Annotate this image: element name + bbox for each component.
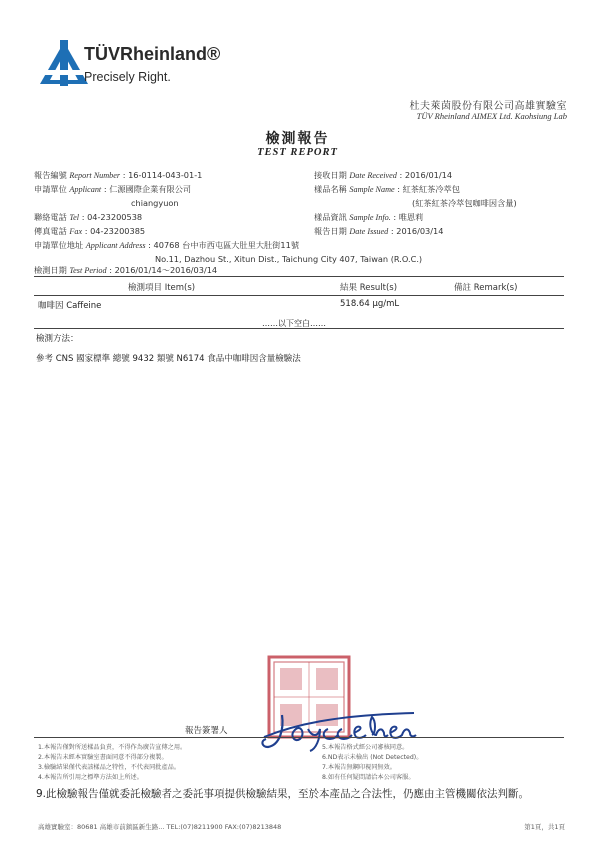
- applicant-value: 仁源國際企業有限公司: [109, 184, 192, 194]
- col-header-result: 結果 Result(s): [340, 283, 398, 293]
- method-heading: 檢測方法：: [36, 334, 79, 344]
- col-header-remark: 備註 Remark(s): [454, 283, 518, 293]
- report-title-en: TEST REPORT: [257, 147, 338, 158]
- date-received-value: 2016/01/14: [404, 170, 453, 180]
- table-header-rule: [34, 295, 564, 296]
- brand-name: TÜVRheinland®: [84, 44, 221, 64]
- lab-name-en: TÜV Rheinland AIMEX Ltd. Kaohsiung Lab: [416, 111, 567, 121]
- sample-info-row: 樣品資訊 Sample Info. : 唯恩莉: [314, 212, 424, 222]
- brand-tagline: Precisely Right.: [84, 70, 171, 84]
- tuv-logo-icon: [38, 40, 90, 86]
- report-title-cn: 檢測報告: [265, 131, 330, 147]
- test-period-value: 2016/01/14～2016/03/14: [114, 265, 218, 275]
- note-item: 3.檢驗結果僅代表該樣品之特性，不代表同批產品。: [38, 764, 181, 771]
- lab-name-cn: 杜夫萊茵股份有限公司高雄實驗室: [409, 101, 567, 112]
- table-end-marker: ……以下空白……: [262, 319, 326, 328]
- note-item: 5.本報告格式經公司審核同意。: [322, 744, 409, 751]
- table-row-item: 咖啡因 Caffeine: [38, 301, 102, 311]
- sample-name-value-2: (紅茶紅茶冷萃包咖啡因含量): [412, 198, 517, 208]
- test-period-row: 檢測日期 Test Period : 2016/01/14～2016/03/14: [34, 265, 218, 275]
- date-issued-row: 報告日期 Date Issued : 2016/03/14: [314, 226, 444, 236]
- applicant-row: 申請單位 Applicant : 仁源國際企業有限公司: [34, 184, 192, 194]
- address-value: 40768 台中市西屯區大肚里大肚街11號: [153, 240, 300, 250]
- address-row: 申請單位地址 Applicant Address : 40768 台中市西屯區大肚里大肚街11號: [34, 240, 300, 250]
- footer-page-number: 第1頁，共1頁: [524, 823, 565, 831]
- col-header-item: 檢測項目 Item(s): [128, 283, 196, 293]
- report-number-value: 16-0114-043-01-1: [128, 170, 203, 180]
- note-item: 6.ND表示未檢出 (Not Detected)。: [322, 754, 423, 761]
- table-row-result: 518.64 µg/mL: [340, 299, 400, 309]
- signatory-label: 報告簽署人: [185, 726, 228, 736]
- note-item: 1.本報告僅對所送樣品負責，不得作為廣告宣傳之用。: [38, 744, 187, 751]
- tel-row: 聯絡電話 Tel : 04-23200538: [34, 212, 143, 222]
- sample-info-value: 唯恩莉: [398, 212, 424, 222]
- sample-name-row: 樣品名稱 Sample Name : 紅茶紅茶冷萃包: [314, 184, 460, 194]
- date-issued-value: 2016/03/14: [396, 226, 444, 236]
- date-received-row: 接收日期 Date Received : 2016/01/14: [314, 170, 453, 180]
- tel-value: 04-23200538: [87, 212, 143, 222]
- note-item: 4.本報告所引用之標準方法如上所述。: [38, 774, 143, 781]
- signature-rule: [34, 737, 564, 738]
- applicant-value-2: chiangyuon: [131, 198, 179, 208]
- disclaimer-text: 9.此檢驗報告僅就委託檢驗者之委託事項提供檢驗結果，至於本產品之合法性，仍應由主管機關依法判斷。: [36, 788, 530, 800]
- fax-row: 傳真電話 Fax : 04-23200385: [34, 226, 146, 236]
- address-value-2: No.11, Dazhou St., Xitun Dist., Taichung City 407, Taiwan (R.O.C.): [155, 254, 423, 264]
- note-item: 8.如有任何疑問請洽本公司客服。: [322, 774, 415, 781]
- footer-address: 高雄實驗室：80681 高雄市前鎮區新生路... TEL:(07)8211900 FAX:(07)8213848: [38, 823, 282, 831]
- fax-value: 04-23200385: [90, 226, 146, 236]
- sample-name-value: 紅茶紅茶冷萃包: [402, 184, 460, 194]
- table-bottom-rule: [34, 328, 564, 329]
- method-text: 參考 CNS 國家標準 總號 9432 類號 N6174 食品中咖啡因含量檢驗法: [36, 354, 301, 364]
- note-item: 2.本報告未經本實驗室書面同意不得部分複製。: [38, 754, 168, 761]
- note-item: 7.本報告無鋼印視同無效。: [322, 764, 396, 771]
- report-number-row: 報告編號 Report Number : 16-0114-043-01-1: [34, 170, 203, 180]
- table-top-rule: [34, 276, 564, 277]
